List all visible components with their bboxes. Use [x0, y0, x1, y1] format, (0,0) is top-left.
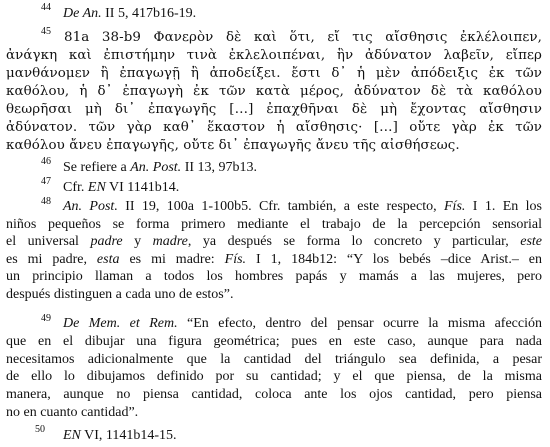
greek-line: μανθάνομεν ἢ ἐπαγωγῇ ἢ ἀποδείξει. ἔστι δ᾽ ἡ μὲν ἀπόδειξις ἐκ τῶν [6, 66, 542, 81]
text-line [6, 198, 542, 216]
work-title: De Mem. et Rem. [63, 316, 178, 331]
greek-line: ἀνάγκη καὶ ἐπιστήμην τινὰ ἐκλελοιπέναι, ἣν ἀδύνατον λαβεῖν, εἴπερ [6, 48, 542, 63]
footnote-number: 44 [41, 2, 51, 13]
text-fragment: , ya después se forma lo concreto y particular, [187, 234, 521, 249]
greek-line: θεωρῆσαι μὴ δι᾽ ἐπαγωγῆς […] ἐπαχθῆναι δὲ μὴ ἔχοντας αἴσθησιν [6, 102, 542, 117]
text-line: niños pequeños se forma primero mediante el trabajo de la percepción sensorial [6, 216, 542, 232]
footnote-number: 48 [41, 196, 51, 207]
text-fragment: “En efecto, dentro del pensar ocurre la misma afección [177, 316, 542, 331]
greek-line: καθόλου, ἡ δ᾽ ἐπαγωγὴ ἐκ τῶν κατὰ μέρος, ἀδύνατον δὲ τὰ καθόλου [6, 84, 542, 99]
text-line: necesitamos adicionalmente que la cantidad del triángulo sea definida, a pesar [6, 351, 542, 367]
greek-line: καθόλου ἄνευ ἐπαγωγῆς, οὔτε δι᾽ ἐπαγωγῆς ἄνευ τῆς αἰσθήσεως. [6, 138, 460, 153]
text-line: después distinguen a cada uno de estos”. [6, 286, 234, 302]
work-title: Fís. [444, 199, 466, 214]
work-title: An. Post. [130, 160, 182, 175]
emphasis: madre [152, 234, 188, 249]
text-line: manera, aunque no piensa cantidad, coloca ante los ojos cantidad, pero piensa [6, 387, 542, 403]
text-fragment: y [122, 234, 153, 249]
text-line: un principio llaman a todos los hombres papás y mamás a las mujeres, pero [6, 269, 542, 284]
work-title: EN [63, 428, 81, 443]
text-fragment: I 1. En los [465, 199, 542, 214]
footnote-prefix: Se refiere a [63, 160, 131, 175]
footnote-text [63, 159, 257, 176]
text-line: no en cuanto cantidad”. [6, 404, 139, 420]
work-title: EN [87, 180, 106, 195]
emphasis: esta [96, 251, 120, 267]
text-line [6, 315, 542, 333]
footnote-number: 46 [41, 156, 51, 167]
emphasis: este [520, 234, 542, 249]
text-line: que en el dibujar una figura geométrica; pues en este caso, aunque para nada [6, 333, 542, 349]
work-title: De An. [63, 6, 102, 21]
citation: VI 1141b14. [105, 180, 180, 195]
text-fragment: es mi padre, [6, 251, 97, 267]
work-title: An. Post. [63, 199, 118, 214]
greek-line: ἀδύνατον. τῶν γὰρ καθ᾽ ἕκαστον ἡ αἴσθησις· […] οὔτε γὰρ ἐκ τῶν [6, 120, 542, 135]
greek-line: 81a 38-b9 Φανερὸν δὲ καὶ ὅτι, εἴ τις αἴσθησις ἐκλέλοιπεν, [64, 30, 542, 45]
footnote-number: 50 [35, 424, 45, 435]
text-fragment: el universal [6, 234, 91, 249]
text-fragment: I 1, 184b12: “Y los bebés –dice Arist.– en [246, 251, 542, 267]
text-line [6, 251, 542, 269]
footnote-body [6, 198, 542, 303]
text-line [6, 233, 542, 251]
work-title: Fís. [224, 251, 247, 267]
footnote-number: 45 [41, 26, 51, 37]
footnote-body [6, 315, 542, 422]
text-fragment: II 19, 100a 1-100b5. Cfr. también, a este respecto, [117, 199, 444, 214]
footnote-prefix: Cfr. [63, 180, 88, 195]
greek-quotation [6, 29, 542, 155]
citation: II 5, 417b16-19. [101, 6, 197, 21]
footnote-number: 47 [41, 176, 51, 187]
citation: II 13, 97b13. [181, 160, 258, 175]
text-line: de ello lo dibujamos definido por su cantidad; y el que piensa, de la misma [6, 369, 542, 385]
footnote-text [63, 5, 196, 22]
footnote-number: 49 [41, 313, 51, 324]
text-fragment: es mi madre: [119, 251, 225, 267]
footnote-text [63, 427, 177, 444]
citation: VI, 1141b14-15. [80, 428, 177, 443]
emphasis: padre [90, 234, 123, 249]
footnote-text [63, 179, 179, 196]
